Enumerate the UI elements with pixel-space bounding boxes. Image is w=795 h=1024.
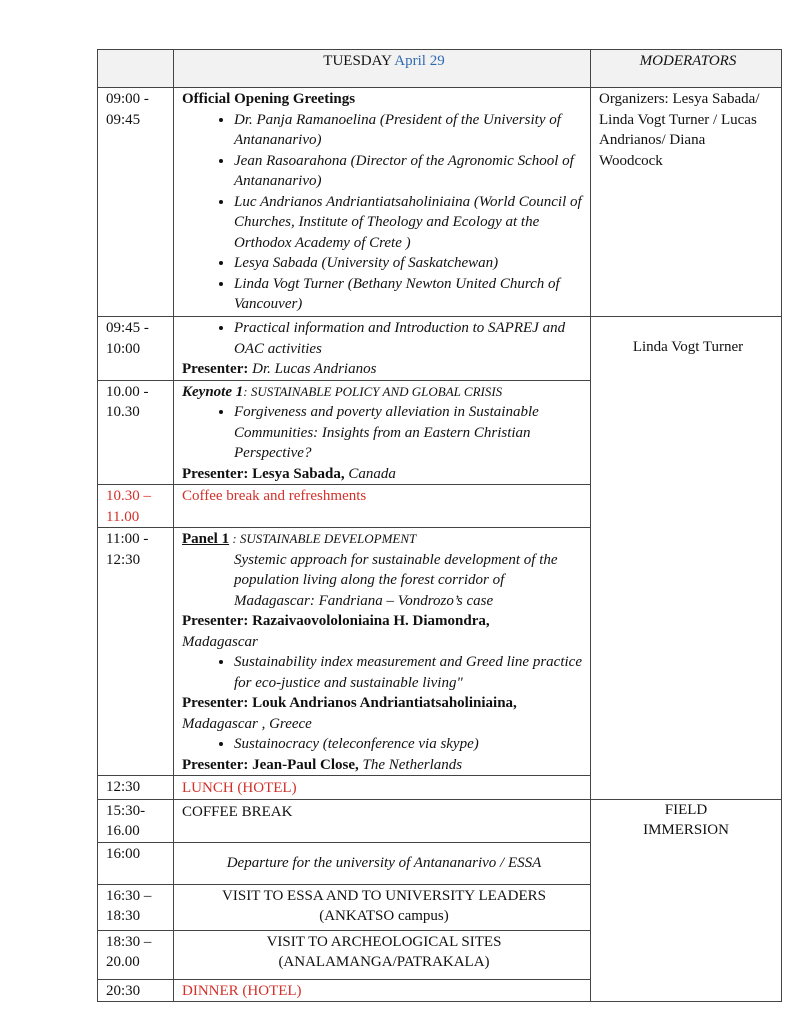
moderator-cell <box>591 317 782 800</box>
session-cell <box>174 528 591 776</box>
session-cell: COFFEE BREAK <box>174 799 591 842</box>
header-time-cell <box>98 50 174 88</box>
session-subtext: (ANKATSO campus) <box>319 908 449 924</box>
topic-list <box>182 318 586 359</box>
list-item: • Linda Vogt Turner (Bethany Newton United Church of Vancouver) <box>234 274 586 315</box>
session-cell <box>174 842 591 884</box>
header-row <box>98 50 782 88</box>
moderator-cell <box>591 799 782 1002</box>
list-item: • Practical information and Introduction to SAPREJ and OAC activities <box>234 318 586 359</box>
time-cell: 09:45 - 10:00 <box>98 317 174 381</box>
session-cell <box>174 88 591 317</box>
moderator-name: Linda Vogt Turner <box>632 339 744 355</box>
time-cell: 16:30 – 18:30 <box>98 884 174 930</box>
list-item: • Dr. Panja Ramanoelina (President of the University of Antananarivo) <box>234 110 586 151</box>
presenter-country: The Netherlands <box>362 756 463 773</box>
schedule-row <box>98 799 782 842</box>
session-cell <box>174 317 591 381</box>
presenter-country: Madagascar , Greece <box>182 715 312 732</box>
time-cell: 16:00 <box>98 842 174 884</box>
list-item: • Forgiveness and poverty alleviation in Sustainable Communities: Insights from an Eastern Christian Perspective? <box>234 402 586 464</box>
presenter-country: Canada <box>348 465 396 482</box>
session-cell <box>174 930 591 979</box>
schedule-table <box>97 49 782 1002</box>
moderator-cell: Organizers: Lesya Sabada/ Linda Vogt Turner / Lucas Andrianos/ Diana Woodcock <box>591 88 782 317</box>
list-item: • Sustainocracy (teleconference via skype) <box>234 734 586 755</box>
panel-heading <box>182 529 586 550</box>
session-text: VISIT TO ESSA AND TO UNIVERSITY LEADERS <box>222 887 546 904</box>
panel-title: : SUSTAINABLE DEVELOPMENT <box>229 531 417 546</box>
time-cell: 10.30 – 11.00 <box>98 485 174 528</box>
presenter-label: Presenter <box>182 613 244 629</box>
presenter-line <box>182 359 586 380</box>
topic-list <box>182 402 586 464</box>
session-cell: LUNCH (HOTEL) <box>174 776 591 800</box>
presenter-country: Madagascar <box>182 633 258 650</box>
keynote-title: : SUSTAINABLE POLICY AND GLOBAL CRISIS <box>243 383 503 399</box>
session-cell: Coffee break and refreshments <box>174 485 591 528</box>
keynote-label: Keynote 1 <box>182 383 244 400</box>
presenter-name: Presenter: Jean-Paul Close, <box>182 756 359 773</box>
session-cell: DINNER (HOTEL) <box>174 979 591 1002</box>
list-item: • Luc Andrianos Andriantiatsaholiniaina (World Council of Churches, Institute of Theology and Ecology at the Orthodox Academy of Crete ) <box>234 192 586 254</box>
panel-label: Panel 1 <box>182 531 230 547</box>
time-cell: 20:30 <box>98 979 174 1002</box>
presenter-line <box>182 464 586 485</box>
list-item: • Lesya Sabada (University of Saskatchewan) <box>234 253 586 274</box>
header-date: April 29 <box>394 53 445 69</box>
session-title: Official Opening Greetings <box>182 91 356 107</box>
topic-list <box>182 734 586 755</box>
header-day: TUESDAY <box>323 53 392 69</box>
time-cell: 12:30 <box>98 776 174 800</box>
presenter-name: Dr. Lucas Andrianos <box>252 361 377 377</box>
keynote-heading <box>182 382 586 403</box>
schedule-row <box>98 317 782 381</box>
time-cell: 10.00 - 10.30 <box>98 380 174 485</box>
header-day-cell <box>174 50 591 88</box>
talk-title: Systemic approach for sustainable development of the population living along the forest corridor of Madagascar: Fandriana – Vondrozo’s case <box>234 551 558 609</box>
presenter-line <box>182 755 586 776</box>
time-cell: 18:30 – 20.00 <box>98 930 174 979</box>
session-cell <box>174 380 591 485</box>
header-moderators: MODERATORS <box>591 50 782 88</box>
list-item: • Jean Rasoarahona (Director of the Agronomic School of Antananarivo) <box>234 151 586 192</box>
list-item: • Sustainability index measurement and Greed line practice for eco-justice and sustainable living" <box>234 652 586 693</box>
topic-list <box>182 652 586 693</box>
time-cell: 15:30- 16.00 <box>98 799 174 842</box>
presenter-name: Presenter: Louk Andrianos Andriantiatsaholiniaina, <box>182 695 517 711</box>
schedule-row <box>98 88 782 317</box>
presenter-name: : Razaivaovololoniaina H. Diamondra, <box>243 613 490 629</box>
presenter-label: Presenter: <box>182 361 249 377</box>
time-cell: 11:00 - 12:30 <box>98 528 174 776</box>
presenter-label: Presenter: Lesya Sabada, <box>182 465 345 482</box>
time-cell: 09:00 - 09:45 <box>98 88 174 317</box>
session-cell <box>174 884 591 930</box>
presenter-line <box>182 611 586 632</box>
moderator-name: FIELD IMMERSION <box>643 801 729 838</box>
speaker-list <box>182 110 586 315</box>
session-text: VISIT TO ARCHEOLOGICAL SITES (ANALAMANGA/PATRAKALA) <box>266 933 502 970</box>
session-text: Departure for the university of Antananarivo / ESSA <box>226 855 542 872</box>
